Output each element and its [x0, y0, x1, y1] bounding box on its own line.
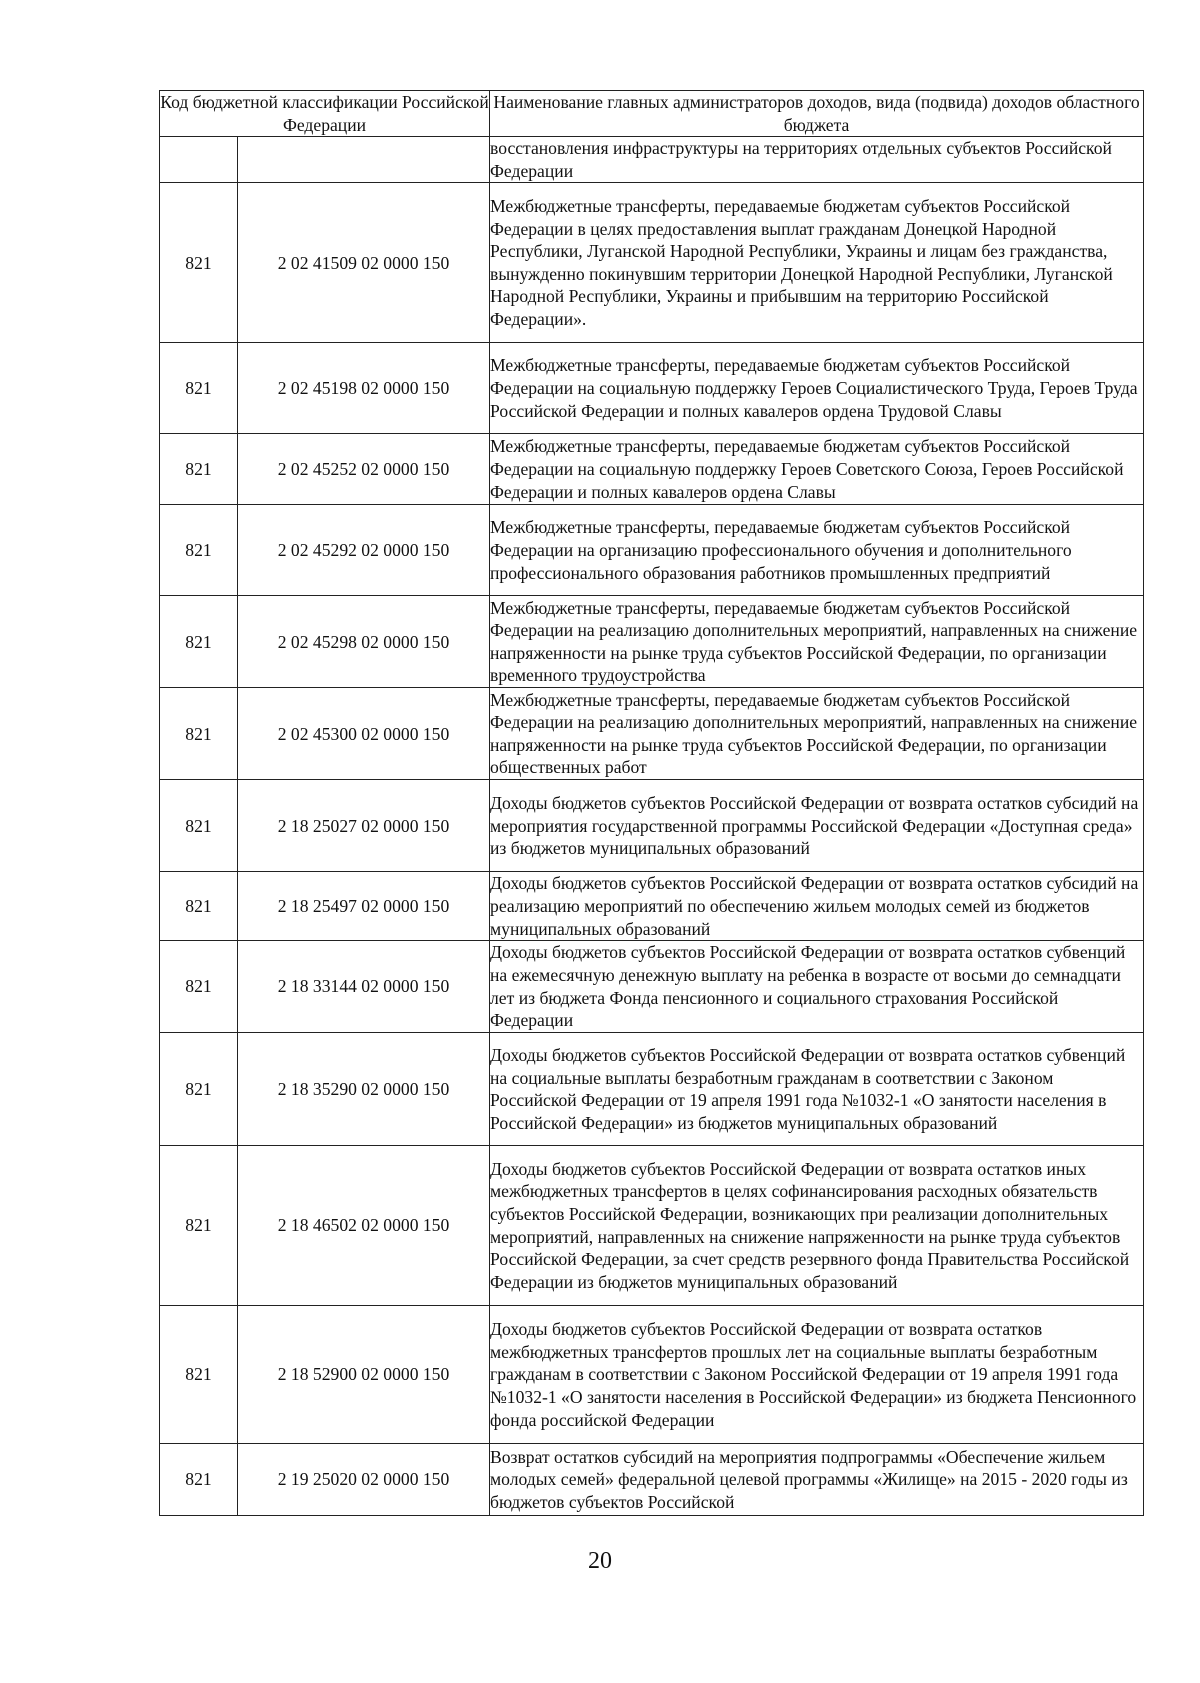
- admin-code-cell: 821: [160, 941, 238, 1033]
- table-row: [160, 596, 1144, 688]
- admin-code-cell: 821: [160, 872, 238, 941]
- table-row: [160, 1444, 1144, 1516]
- budget-code-cell: 2 18 25027 02 0000 150: [238, 780, 490, 872]
- revenue-name-cell: Межбюджетные трансферты, передаваемые бюджетам субъектов Российской Федерации на социальную поддержку Героев Советского Союза, Героев Российской Федерации и полных кавалеров ордена Славы: [490, 434, 1144, 505]
- budget-code-cell: 2 19 25020 02 0000 150: [238, 1444, 490, 1516]
- budget-code-cell: 2 02 45252 02 0000 150: [238, 434, 490, 505]
- revenue-name-cell: Доходы бюджетов субъектов Российской Федерации от возврата остатков субвенций на социальные выплаты безработным гражданам в соответствии с Законом Российской Федерации от 19 апреля 1991 года №1032-1 «О занятости населения в Российской Федерации» из бюджетов муниципальных образований: [490, 1033, 1144, 1146]
- admin-code-cell: 821: [160, 183, 238, 343]
- revenue-name-cell: Межбюджетные трансферты, передаваемые бюджетам субъектов Российской Федерации в целях предоставления выплат гражданам Донецкой Народной Республики, Луганской Народной Республики, Украины и лицам без гражданства, вынужденно покинувшим территории Донецкой Народной Республики, Луганской Народной Республики, Украины и прибывшим на территорию Российской Федерации».: [490, 183, 1144, 343]
- table-row: [160, 941, 1144, 1033]
- revenue-name-cell: Доходы бюджетов субъектов Российской Федерации от возврата остатков субсидий на мероприятия государственной программы Российской Федерации «Доступная среда» из бюджетов муниципальных образований: [490, 780, 1144, 872]
- revenue-name-cell: Межбюджетные трансферты, передаваемые бюджетам субъектов Российской Федерации на социальную поддержку Героев Социалистического Труда, Героев Труда Российской Федерации и полных кавалеров ордена Трудовой Славы: [490, 343, 1144, 434]
- admin-code-cell: 821: [160, 505, 238, 596]
- table-row: [160, 343, 1144, 434]
- revenue-name-cell: Межбюджетные трансферты, передаваемые бюджетам субъектов Российской Федерации на организацию профессионального обучения и дополнительного профессионального образования работников промышленных предприятий: [490, 505, 1144, 596]
- budget-code-cell: 2 18 52900 02 0000 150: [238, 1306, 490, 1444]
- revenue-name-cell: Доходы бюджетов субъектов Российской Федерации от возврата остатков межбюджетных трансфертов прошлых лет на социальные выплаты безработным гражданам в соответствии с Законом Российской Федерации от 19 апреля 1991 года №1032-1 «О занятости населения в Российской Федерации» из бюджета Пенсионного фонда российской Федерации: [490, 1306, 1144, 1444]
- page-number: 20: [588, 1548, 612, 1574]
- admin-code-cell: [160, 137, 238, 183]
- budget-code-cell: 2 02 41509 02 0000 150: [238, 183, 490, 343]
- table-row: [160, 780, 1144, 872]
- admin-code-cell: 821: [160, 780, 238, 872]
- revenue-name-cell: Межбюджетные трансферты, передаваемые бюджетам субъектов Российской Федерации на реализацию дополнительных мероприятий, направленных на снижение напряженности на рынке труда субъектов Российской Федерации, по организации временного трудоустройства: [490, 596, 1144, 688]
- budget-code-cell: 2 02 45298 02 0000 150: [238, 596, 490, 688]
- admin-code-cell: 821: [160, 343, 238, 434]
- revenue-name-cell: Доходы бюджетов субъектов Российской Федерации от возврата остатков субсидий на реализацию мероприятий по обеспечению жильем молодых семей из бюджетов муниципальных образований: [490, 872, 1144, 941]
- revenue-name-cell: Межбюджетные трансферты, передаваемые бюджетам субъектов Российской Федерации на реализацию дополнительных мероприятий, направленных на снижение напряженности на рынке труда субъектов Российской Федерации, по организации общественных работ: [490, 688, 1144, 780]
- admin-code-cell: 821: [160, 1146, 238, 1306]
- table-row: [160, 1306, 1144, 1444]
- budget-code-cell: 2 18 33144 02 0000 150: [238, 941, 490, 1033]
- budget-code-cell: 2 18 46502 02 0000 150: [238, 1146, 490, 1306]
- admin-code-cell: 821: [160, 1033, 238, 1146]
- budget-code-cell: 2 02 45300 02 0000 150: [238, 688, 490, 780]
- admin-code-cell: 821: [160, 596, 238, 688]
- budget-code-cell: 2 02 45292 02 0000 150: [238, 505, 490, 596]
- header-budget-code: Код бюджетной классификации Российской Федерации: [160, 91, 490, 137]
- admin-code-cell: 821: [160, 1306, 238, 1444]
- table-row: [160, 1033, 1144, 1146]
- budget-code-cell: 2 02 45198 02 0000 150: [238, 343, 490, 434]
- table-header-row: [160, 91, 1144, 137]
- revenue-name-cell: Доходы бюджетов субъектов Российской Федерации от возврата остатков иных межбюджетных трансфертов в целях софинансирования расходных обязательств субъектов Российской Федерации, возникающих при реализации дополнительных мероприятий, направленных на снижение напряженности на рынке труда субъектов Российской Федерации, за счет средств резервного фонда Правительства Российской Федерации из бюджетов муниципальных образований: [490, 1146, 1144, 1306]
- revenue-name-cell: Доходы бюджетов субъектов Российской Федерации от возврата остатков субвенций на ежемесячную денежную выплату на ребенка в возрасте от восьми до семнадцати лет из бюджета Фонда пенсионного и социального страхования Российской Федерации: [490, 941, 1144, 1033]
- admin-code-cell: 821: [160, 688, 238, 780]
- revenue-name-cell: Возврат остатков субсидий на мероприятия подпрограммы «Обеспечение жильем молодых семей» федеральной целевой программы «Жилище» на 2015 - 2020 годы из бюджетов субъектов Российской: [490, 1444, 1144, 1516]
- table-row: [160, 183, 1144, 343]
- budget-code-cell: 2 18 35290 02 0000 150: [238, 1033, 490, 1146]
- admin-code-cell: 821: [160, 434, 238, 505]
- table-row: [160, 434, 1144, 505]
- budget-code-cell: [238, 137, 490, 183]
- table-row: [160, 872, 1144, 941]
- table-row: [160, 688, 1144, 780]
- table-row: [160, 1146, 1144, 1306]
- budget-classification-table: [159, 90, 1144, 1516]
- revenue-name-cell: восстановления инфраструктуры на территориях отдельных субъектов Российской Федерации: [490, 137, 1144, 183]
- admin-code-cell: 821: [160, 1444, 238, 1516]
- budget-code-cell: 2 18 25497 02 0000 150: [238, 872, 490, 941]
- table-row: [160, 137, 1144, 183]
- header-administrator-name: Наименование главных администраторов доходов, вида (подвида) доходов областного бюджета: [490, 91, 1144, 137]
- table-row: [160, 505, 1144, 596]
